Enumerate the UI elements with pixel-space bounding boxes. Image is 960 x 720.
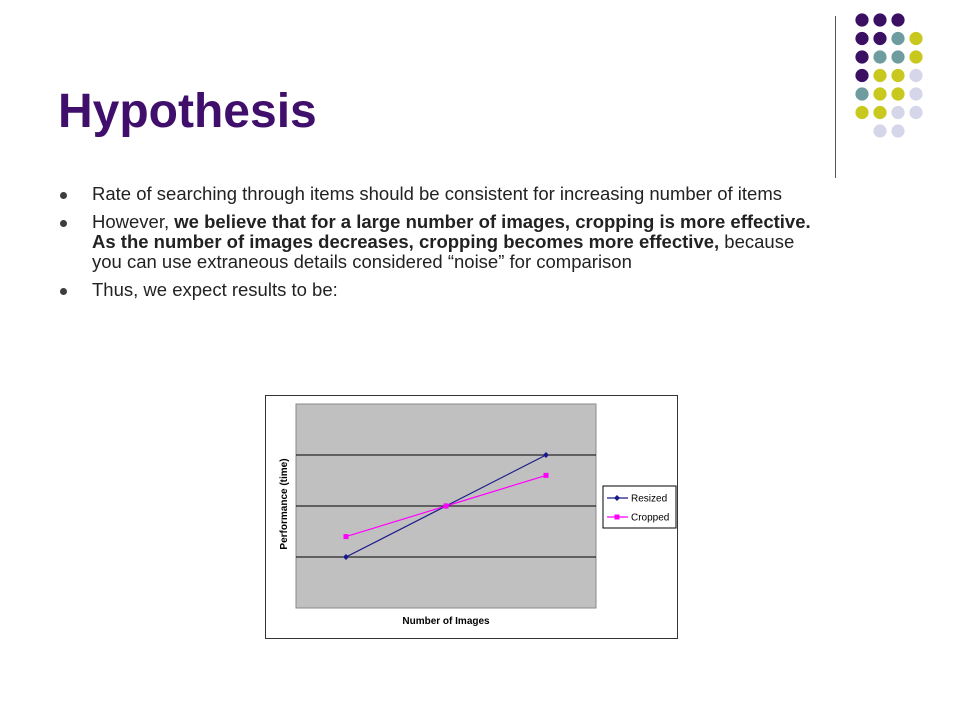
legend-label: Resized xyxy=(631,493,668,505)
decorative-dot xyxy=(855,13,868,26)
decorative-dot xyxy=(873,106,886,119)
bullet-text-tail: because you can use extraneous details considered “noise” for comparison xyxy=(92,231,795,272)
decorative-dot xyxy=(873,87,886,100)
slide-title: Hypothesis xyxy=(58,85,317,138)
decorative-dot xyxy=(891,87,904,100)
legend-marker xyxy=(615,515,620,520)
data-point-cropped xyxy=(344,534,349,539)
bullet-list xyxy=(60,184,820,308)
header-divider xyxy=(835,16,836,178)
decorative-dot xyxy=(855,50,868,63)
decorative-dot xyxy=(873,69,886,82)
bullet-text-lead: However, xyxy=(92,211,175,232)
decorative-dot xyxy=(891,124,904,137)
bullet-text: Rate of searching through items should be consistent for increasing number of items xyxy=(92,183,783,204)
decorative-dot xyxy=(855,32,868,45)
bullet-item-1 xyxy=(60,184,820,204)
bullet-text-emphasis: we believe that for a large number of images, cropping is more effective. As the number of images decreases, cropping becomes more effective, xyxy=(92,211,811,252)
decorative-dot xyxy=(909,32,922,45)
bullet-dot-icon xyxy=(60,220,67,227)
bullet-item-3 xyxy=(60,280,820,300)
performance-chart xyxy=(266,396,679,640)
data-point-cropped xyxy=(444,504,449,509)
legend xyxy=(603,486,676,528)
decorative-dot xyxy=(891,106,904,119)
bullet-text: Thus, we expect results to be: xyxy=(92,279,338,300)
data-point-cropped xyxy=(544,473,549,478)
decorative-dot xyxy=(909,87,922,100)
decorative-dot xyxy=(855,69,868,82)
decorative-dot xyxy=(891,32,904,45)
bullet-dot-icon xyxy=(60,288,67,295)
decorative-dot xyxy=(909,106,922,119)
decorative-dot xyxy=(891,69,904,82)
y-axis-label: Performance (time) xyxy=(279,458,290,550)
decorative-dot xyxy=(873,32,886,45)
decorative-dot xyxy=(855,106,868,119)
chart-frame xyxy=(265,395,678,639)
decorative-dot xyxy=(855,87,868,100)
decorative-dot xyxy=(891,13,904,26)
legend-label: Cropped xyxy=(631,512,670,524)
decorative-dot xyxy=(891,50,904,63)
decorative-dot xyxy=(873,50,886,63)
x-axis-label: Number of Images xyxy=(402,616,490,627)
bullet-item-2 xyxy=(60,212,820,272)
decorative-dot xyxy=(873,124,886,137)
decorative-dot xyxy=(909,50,922,63)
bullet-dot-icon xyxy=(60,192,67,199)
decorative-dot xyxy=(909,69,922,82)
decorative-dot xyxy=(873,13,886,26)
